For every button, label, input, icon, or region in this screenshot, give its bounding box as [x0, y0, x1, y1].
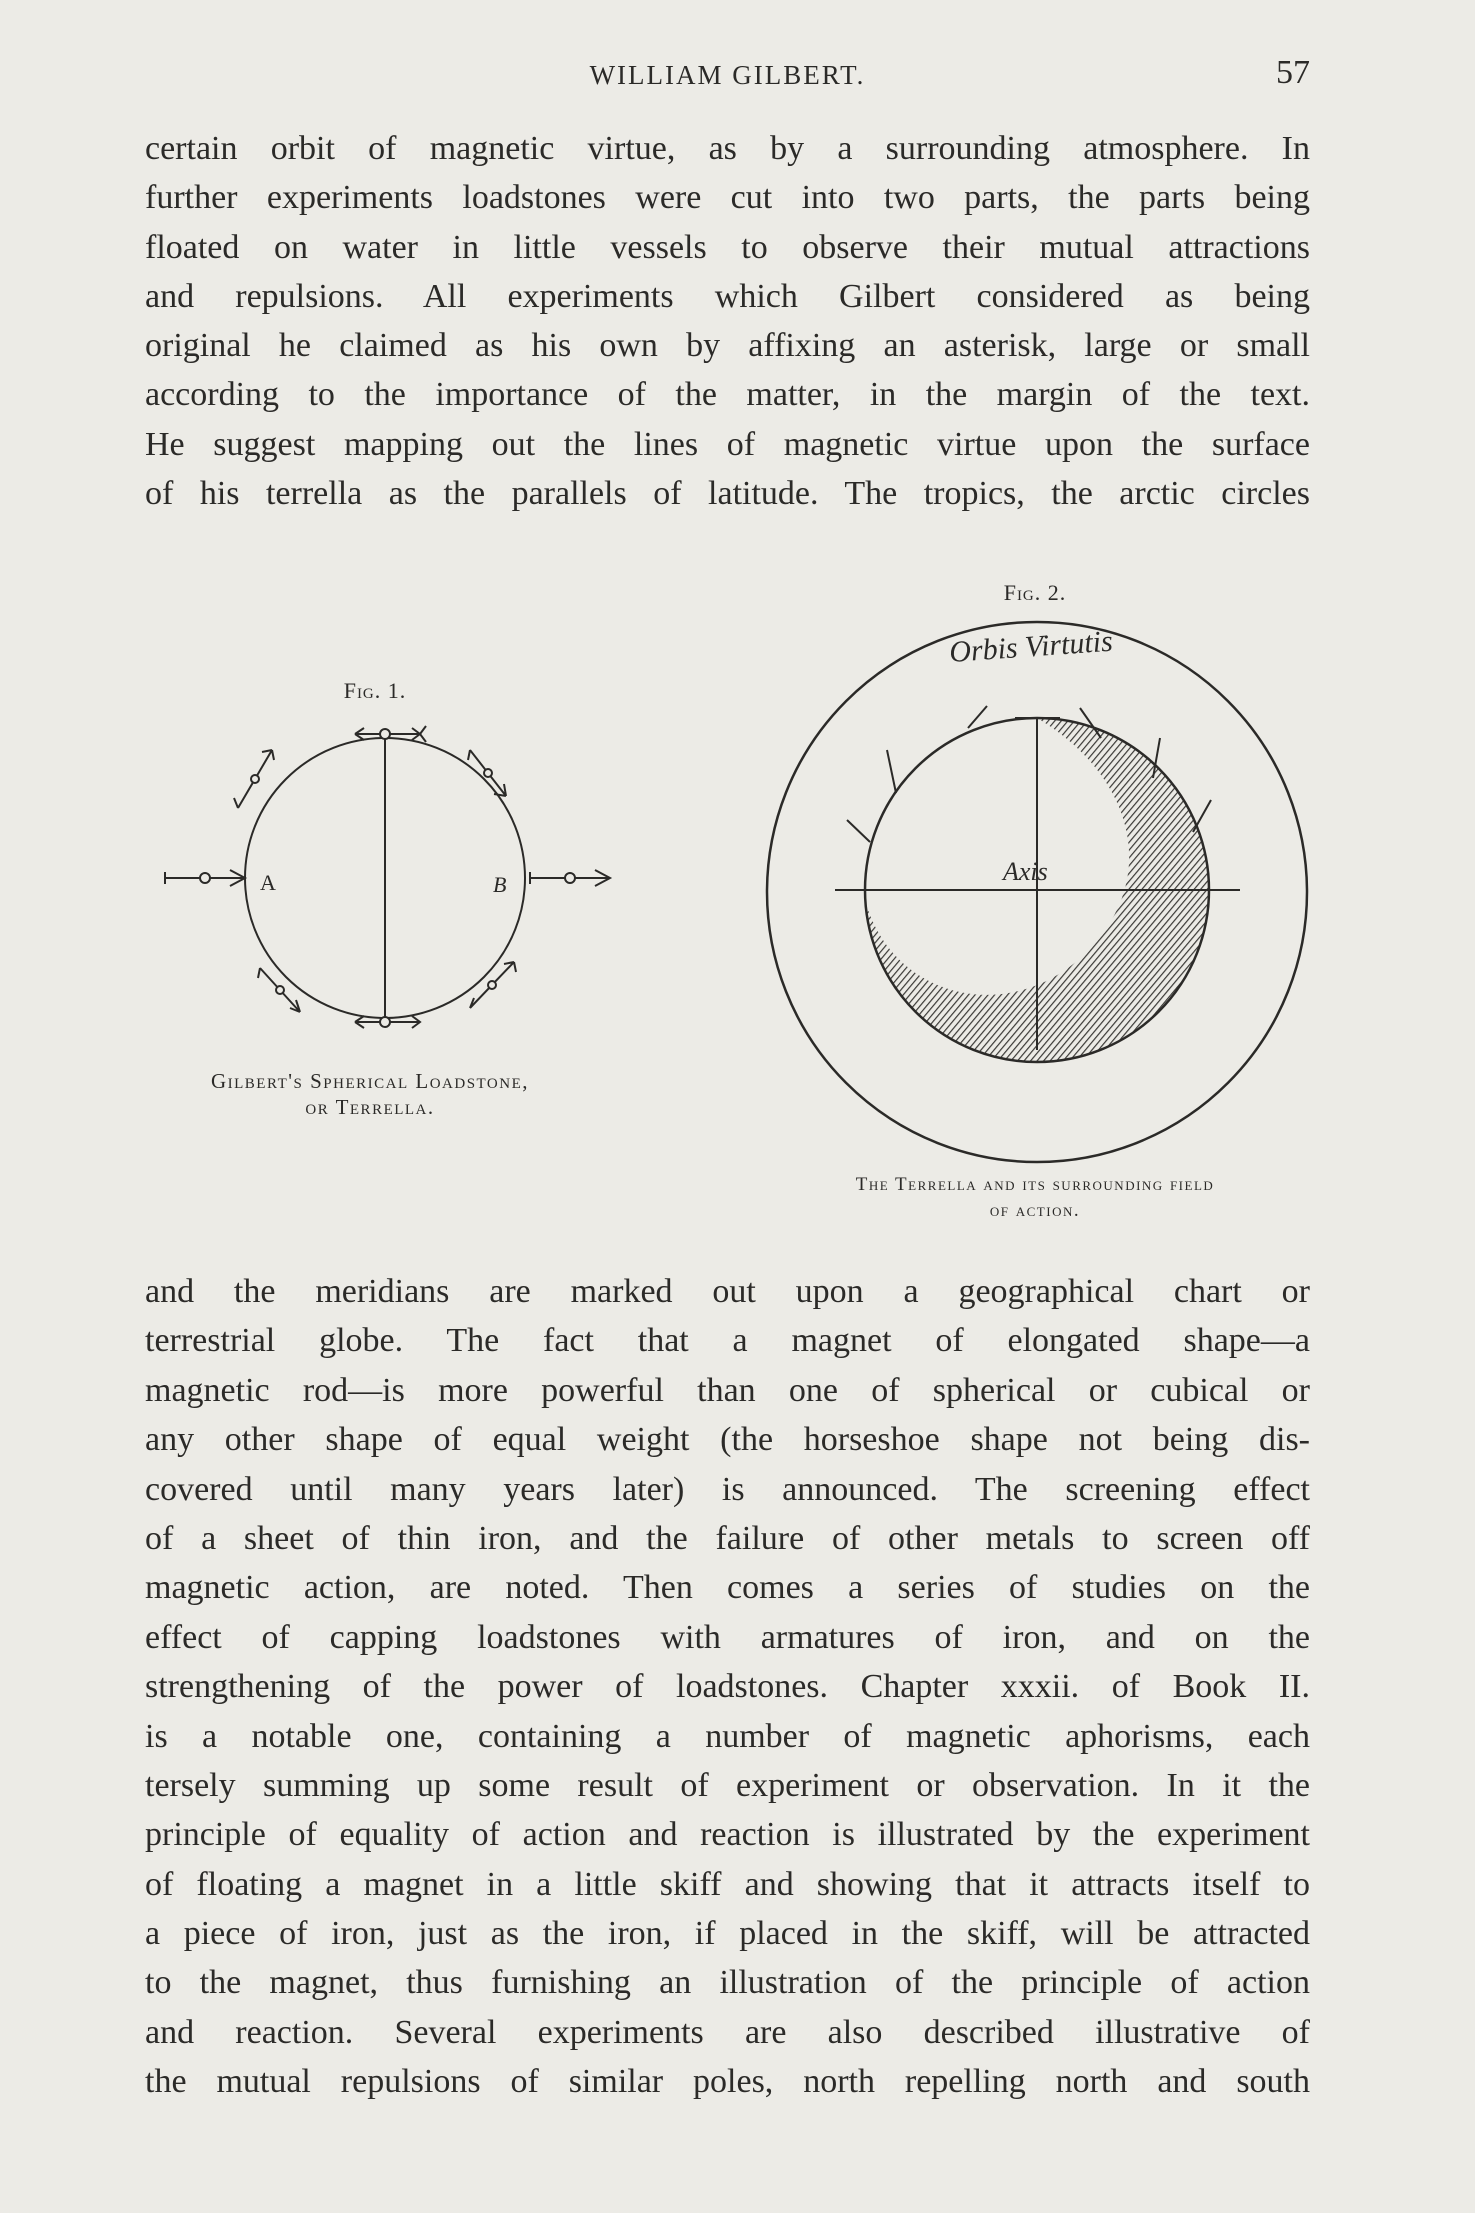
- figure1-caption: [140, 1068, 600, 1120]
- pole-b-label: B: [493, 872, 507, 897]
- figure2-caption-line2: of action.: [989, 1200, 1081, 1221]
- text-line: principle of equality of action and reaction is illustrated by the experiment: [145, 1816, 1310, 1854]
- page-header: [145, 52, 1310, 102]
- text-line: of floating a magnet in a little skiff and showing that it attracts itself to: [145, 1865, 1310, 1903]
- text-line: is a notable one, containing a number of magnetic aphorisms, each: [145, 1717, 1310, 1755]
- text-line: magnetic action, are noted. Then comes a series of studies on the: [145, 1569, 1310, 1607]
- orbis-virtutis-text: Orbis Virtutis: [948, 624, 1114, 669]
- figure1-label: Fig. 1.: [343, 678, 407, 703]
- figure1-caption-line1: Gilbert's Spherical Loadstone,: [210, 1069, 530, 1093]
- pole-a-label: A: [260, 870, 276, 895]
- paragraph-top: [145, 124, 1310, 518]
- text-line: tersely summing up some result of experiment or observation. In it the: [145, 1766, 1310, 1804]
- page-number: 57: [1276, 54, 1310, 91]
- axis-label: Axis: [1003, 857, 1048, 886]
- text-line: original he claimed as his own by affixing an asterisk, large or small: [145, 327, 1310, 365]
- figure2-label: Fig. 2.: [1003, 580, 1067, 605]
- text-line: of his terrella as the parallels of latitude. The tropics, the arctic circles: [145, 475, 1310, 513]
- paragraph-bottom: [145, 1267, 1310, 2107]
- text-line: He suggest mapping out the lines of magnetic virtue upon the surface: [145, 425, 1310, 463]
- text-line: further experiments loadstones were cut into two parts, the parts being: [145, 179, 1310, 217]
- text-line: of a sheet of thin iron, and the failure of other metals to screen off: [145, 1519, 1310, 1557]
- text-line: terrestrial globe. The fact that a magnet of elongated shape—a: [145, 1322, 1310, 1360]
- text-line: and repulsions. All experiments which Gilbert considered as being: [145, 277, 1310, 315]
- text-line: effect of capping loadstones with armatures of iron, and on the: [145, 1618, 1310, 1656]
- figure1-caption-line2: or Terrella.: [305, 1095, 435, 1119]
- text-line: covered until many years later) is announced. The screening effect: [145, 1470, 1310, 1508]
- text-line: any other shape of equal weight (the horseshoe shape not being dis-: [145, 1421, 1310, 1459]
- text-line: floated on water in little vessels to observe their mutual attractions: [145, 228, 1310, 266]
- figure2-field-diagram: [775, 610, 1315, 1160]
- text-line: to the magnet, thus furnishing an illustration of the principle of action: [145, 1964, 1310, 2002]
- text-line: and the meridians are marked out upon a geographical chart or: [145, 1273, 1310, 1310]
- text-line: certain orbit of magnetic virtue, as by a surrounding atmosphere. In: [145, 130, 1310, 167]
- text-line: strengthening of the power of loadstones. Chapter xxxii. of Book II.: [145, 1668, 1310, 1706]
- figure1-terrella-diagram: [150, 700, 630, 1060]
- text-line: magnetic rod—is more powerful than one of spherical or cubical or: [145, 1371, 1310, 1409]
- text-line: according to the importance of the matter, in the margin of the text.: [145, 376, 1310, 414]
- figure2-caption: [745, 1172, 1325, 1224]
- text-line: a piece of iron, just as the iron, if placed in the skiff, will be attracted: [145, 1915, 1310, 1953]
- running-head: WILLIAM GILBERT.: [589, 60, 866, 90]
- text-line: the mutual repulsions of similar poles, north repelling north and south: [145, 2063, 1310, 2101]
- text-line: and reaction. Several experiments are also described illustrative of: [145, 2013, 1310, 2051]
- figure2-caption-line1: The Terrella and its surrounding field: [855, 1174, 1215, 1195]
